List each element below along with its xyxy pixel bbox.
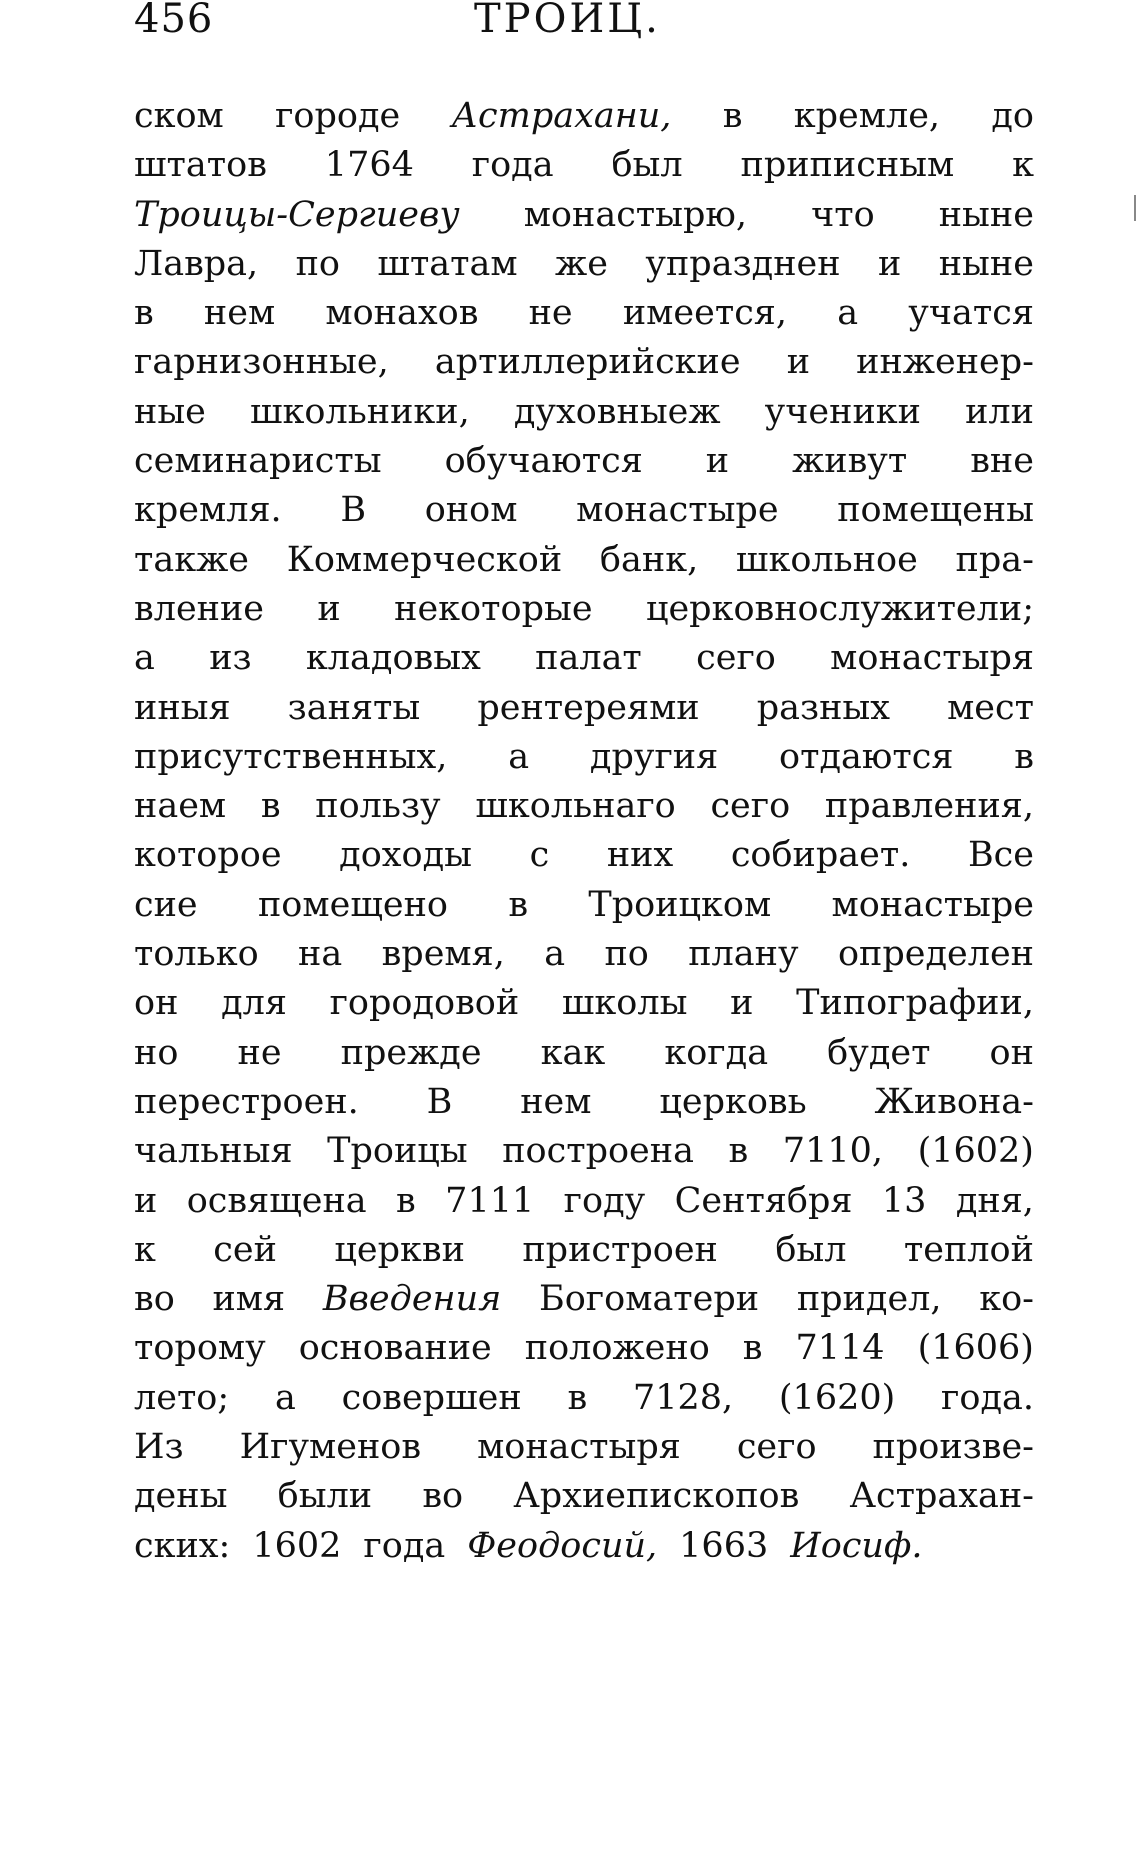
word: монастыря bbox=[830, 638, 1034, 679]
word: сего bbox=[696, 638, 776, 679]
word: и bbox=[705, 441, 730, 482]
word: основание bbox=[298, 1328, 492, 1369]
word: сего bbox=[736, 1427, 817, 1468]
word: имеется, bbox=[622, 293, 788, 334]
word: Все bbox=[967, 835, 1034, 876]
word: году bbox=[563, 1180, 646, 1221]
text-line bbox=[134, 684, 1034, 733]
text-line bbox=[134, 979, 1034, 1028]
word: к bbox=[1012, 145, 1034, 186]
word: Астрахани, bbox=[451, 96, 672, 136]
word: Лавра, bbox=[134, 243, 259, 284]
word: некоторые bbox=[394, 588, 593, 629]
word: ныне bbox=[938, 194, 1034, 235]
word: построена bbox=[502, 1131, 694, 1172]
word: помещены bbox=[837, 490, 1034, 531]
word: года bbox=[363, 1525, 446, 1566]
text-line bbox=[134, 486, 1034, 535]
word: он bbox=[134, 983, 179, 1024]
word: ные bbox=[134, 391, 206, 432]
text-line bbox=[134, 881, 1034, 930]
word: 7110, bbox=[782, 1131, 883, 1172]
word: вне bbox=[970, 441, 1034, 482]
word: а bbox=[274, 1377, 296, 1418]
word: были bbox=[277, 1476, 373, 1517]
word: и bbox=[730, 983, 754, 1024]
word: в bbox=[722, 96, 743, 136]
word: Игуменов bbox=[239, 1427, 422, 1468]
word: которое bbox=[134, 835, 282, 876]
word: нем bbox=[203, 293, 276, 334]
word: монастырю, bbox=[523, 194, 748, 235]
word: и bbox=[786, 342, 811, 383]
word: что bbox=[811, 194, 875, 235]
word: плану bbox=[688, 934, 799, 975]
word: Феодосий, bbox=[467, 1525, 658, 1566]
word: в bbox=[134, 293, 154, 334]
word: монастыре bbox=[831, 884, 1034, 925]
word: нем bbox=[520, 1081, 592, 1122]
word: ныне bbox=[938, 243, 1034, 284]
word: по bbox=[295, 243, 340, 284]
word: штатов bbox=[134, 145, 267, 186]
word: (1606) bbox=[917, 1328, 1034, 1369]
word: чальныя bbox=[134, 1131, 293, 1172]
running-title: ТРОИЦ. bbox=[474, 0, 661, 42]
word: в bbox=[1014, 736, 1034, 777]
text-line bbox=[134, 930, 1034, 979]
word: прежде bbox=[340, 1032, 482, 1073]
text-line bbox=[134, 1522, 1034, 1571]
word: 1764 bbox=[324, 145, 414, 186]
word: имя bbox=[212, 1279, 286, 1320]
text-line bbox=[134, 585, 1034, 634]
word: школьнаго bbox=[475, 786, 676, 827]
word: для bbox=[221, 983, 287, 1024]
word: а bbox=[134, 638, 155, 679]
word: собирает. bbox=[730, 835, 911, 876]
word: Троицы-Сергиеву bbox=[134, 194, 460, 235]
text-line bbox=[134, 289, 1034, 338]
word: Живона- bbox=[874, 1081, 1034, 1122]
text-line bbox=[134, 388, 1034, 437]
word: монахов bbox=[325, 293, 479, 334]
word: городовой bbox=[329, 983, 520, 1024]
word: был bbox=[611, 145, 683, 186]
word: во bbox=[134, 1279, 175, 1320]
word: другия bbox=[589, 736, 719, 777]
word: не bbox=[528, 293, 573, 334]
text-line bbox=[134, 1374, 1034, 1423]
word: 1602 bbox=[252, 1525, 342, 1566]
text-line bbox=[134, 141, 1034, 190]
word: сего bbox=[710, 786, 791, 827]
word: монастыря bbox=[477, 1427, 681, 1468]
word: Троицком bbox=[588, 884, 772, 925]
word: артиллерийские bbox=[434, 342, 741, 383]
word: Введения bbox=[322, 1279, 502, 1320]
word: обучаются bbox=[444, 441, 643, 482]
word: лето; bbox=[134, 1377, 230, 1418]
word: торому bbox=[134, 1328, 266, 1369]
word: штатам bbox=[377, 243, 518, 284]
word: отдаются bbox=[779, 736, 954, 777]
text-line bbox=[134, 191, 1034, 240]
word: мест bbox=[947, 687, 1034, 728]
word: банк, bbox=[599, 539, 699, 580]
text-line bbox=[134, 733, 1034, 782]
word: В bbox=[340, 490, 367, 531]
word: но bbox=[134, 1032, 179, 1073]
word: во bbox=[422, 1476, 464, 1517]
word: перестроен. bbox=[134, 1081, 359, 1122]
word: он bbox=[989, 1032, 1034, 1073]
word: года bbox=[471, 145, 554, 186]
word: Иосиф. bbox=[790, 1525, 923, 1566]
text-line bbox=[134, 437, 1034, 486]
text-line bbox=[134, 1127, 1034, 1176]
word: Из bbox=[134, 1427, 184, 1468]
text-line bbox=[134, 1324, 1034, 1373]
word: них bbox=[606, 835, 674, 876]
word: к bbox=[134, 1229, 156, 1270]
word: школы bbox=[561, 983, 688, 1024]
word: освящена bbox=[186, 1180, 367, 1221]
word: городе bbox=[275, 96, 401, 136]
word: семинаристы bbox=[134, 441, 382, 482]
text-line bbox=[134, 92, 1034, 141]
word: теплой bbox=[903, 1229, 1034, 1270]
word: вление bbox=[134, 588, 265, 629]
word: и bbox=[134, 1180, 158, 1221]
text-line bbox=[134, 240, 1034, 289]
word: Богоматери bbox=[539, 1279, 760, 1320]
word: церкви bbox=[334, 1229, 465, 1270]
text-line bbox=[134, 1177, 1034, 1226]
word: заняты bbox=[287, 687, 421, 728]
word: же bbox=[555, 243, 608, 284]
word: а bbox=[837, 293, 859, 334]
word: 7128, bbox=[632, 1377, 734, 1418]
word: был bbox=[775, 1229, 847, 1270]
word: дня, bbox=[955, 1180, 1034, 1221]
word: В bbox=[426, 1081, 453, 1122]
word: доходы bbox=[339, 835, 473, 876]
word: присутственных, bbox=[134, 736, 448, 777]
word: Астрахан- bbox=[849, 1476, 1034, 1517]
word: разных bbox=[756, 687, 890, 728]
word: ко- bbox=[979, 1279, 1034, 1320]
word: монастыре bbox=[576, 490, 779, 531]
word: оном bbox=[424, 490, 518, 531]
word: 1663 bbox=[679, 1525, 769, 1566]
text-line bbox=[134, 1275, 1034, 1324]
body-text bbox=[134, 92, 1034, 1571]
word: церковнослужители; bbox=[645, 588, 1034, 629]
word: кремля. bbox=[134, 490, 282, 531]
text-line bbox=[134, 1029, 1034, 1078]
word: или bbox=[965, 391, 1034, 432]
word: приписным bbox=[740, 145, 955, 186]
word: рентереями bbox=[477, 687, 700, 728]
word: правления, bbox=[824, 786, 1034, 827]
word: произве- bbox=[872, 1427, 1034, 1468]
text-line bbox=[134, 1423, 1034, 1472]
word: Троицы bbox=[327, 1131, 468, 1172]
word: определен bbox=[837, 934, 1034, 975]
text-line bbox=[134, 338, 1034, 387]
word: на bbox=[298, 934, 343, 975]
word: Коммерческой bbox=[286, 539, 563, 580]
word: Сентября bbox=[674, 1180, 853, 1221]
text-line bbox=[134, 634, 1034, 683]
word: пра- bbox=[955, 539, 1034, 580]
word: и bbox=[877, 243, 902, 284]
word: наем bbox=[134, 786, 227, 827]
word: не bbox=[237, 1032, 282, 1073]
word: с bbox=[529, 835, 550, 876]
word: учатся bbox=[908, 293, 1034, 334]
word: церковь bbox=[659, 1081, 807, 1122]
text-line bbox=[134, 536, 1034, 585]
word: а bbox=[544, 934, 566, 975]
word: кремле, bbox=[793, 96, 941, 136]
word: 13 bbox=[881, 1180, 927, 1221]
word: Типографии, bbox=[796, 983, 1034, 1024]
word: Архиепископов bbox=[513, 1476, 800, 1517]
word: положено bbox=[524, 1328, 710, 1369]
running-head bbox=[134, 0, 1034, 60]
word: в bbox=[508, 884, 529, 925]
text-line bbox=[134, 831, 1034, 880]
word: будет bbox=[827, 1032, 931, 1073]
word: до bbox=[991, 96, 1034, 136]
word: 7111 bbox=[445, 1180, 535, 1221]
word: пристроен bbox=[522, 1229, 718, 1270]
text-line bbox=[134, 1472, 1034, 1521]
word: в bbox=[396, 1180, 416, 1221]
word: в bbox=[728, 1131, 749, 1172]
word: духовныеж bbox=[513, 391, 721, 432]
word: в bbox=[260, 786, 281, 827]
text-line bbox=[134, 1078, 1034, 1127]
word: в bbox=[742, 1328, 763, 1369]
word: помещено bbox=[257, 884, 448, 925]
word: года. bbox=[941, 1377, 1034, 1418]
word: когда bbox=[664, 1032, 769, 1073]
text-line bbox=[134, 782, 1034, 831]
word: ских: bbox=[134, 1525, 231, 1566]
word: иныя bbox=[134, 687, 231, 728]
word: живут bbox=[792, 441, 908, 482]
word: сей bbox=[213, 1229, 277, 1270]
word: как bbox=[540, 1032, 606, 1073]
word: палат bbox=[535, 638, 642, 679]
word: (1602) bbox=[917, 1131, 1034, 1172]
margin-mark bbox=[1134, 195, 1136, 221]
word: также bbox=[134, 539, 250, 580]
word: (1620) bbox=[778, 1377, 896, 1418]
word: кладовых bbox=[305, 638, 481, 679]
word: школьное bbox=[735, 539, 918, 580]
word: время, bbox=[381, 934, 505, 975]
word: ском bbox=[134, 96, 224, 136]
word: школьники, bbox=[249, 391, 470, 432]
word: только bbox=[134, 934, 259, 975]
word: дены bbox=[134, 1476, 228, 1517]
page-number: 456 bbox=[134, 0, 214, 42]
word: в bbox=[567, 1377, 588, 1418]
word: а bbox=[508, 736, 530, 777]
word: и bbox=[317, 588, 341, 629]
word: по bbox=[604, 934, 649, 975]
text-line bbox=[134, 1226, 1034, 1275]
word: сие bbox=[134, 884, 198, 925]
word: упразднен bbox=[645, 243, 841, 284]
word: ученики bbox=[764, 391, 921, 432]
word: придел, bbox=[796, 1279, 942, 1320]
word: 7114 bbox=[795, 1328, 885, 1369]
word: инженер- bbox=[856, 342, 1034, 383]
word: из bbox=[209, 638, 252, 679]
word: пользу bbox=[315, 786, 441, 827]
word: гарнизонные, bbox=[134, 342, 389, 383]
word: совершен bbox=[341, 1377, 522, 1418]
